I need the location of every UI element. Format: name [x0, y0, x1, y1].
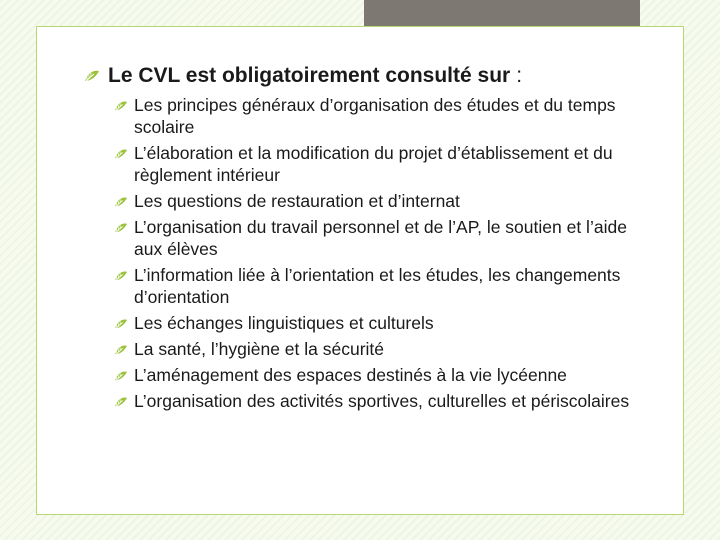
heading-colon: :	[516, 64, 523, 87]
leaf-bullet-icon	[84, 69, 100, 83]
list-item-text: L’information liée à l’orientation et les études, les changements d’orientation	[134, 265, 621, 307]
leaf-bullet-icon	[114, 196, 128, 208]
leaf-bullet-icon	[114, 270, 128, 282]
list-item	[114, 312, 644, 334]
leaf-bullet-icon	[114, 222, 128, 234]
list-item-text: La santé, l’hygiène et la sécurité	[134, 339, 385, 359]
list-item	[114, 216, 644, 260]
list-item	[114, 142, 644, 186]
list-item	[114, 338, 644, 360]
list-item	[114, 264, 644, 308]
list-item	[114, 190, 644, 212]
heading-title: Le CVL est obligatoirement consulté sur	[108, 64, 511, 87]
list-item-text: L’organisation des activités sportives, culturelles et périscolaires	[134, 391, 630, 411]
list-item-text: L’élaboration et la modification du projet d’établissement et du règlement intérieur	[134, 143, 613, 185]
list-item	[114, 390, 644, 412]
list-item-text: Les principes généraux d’organisation des études et du temps scolaire	[134, 95, 616, 137]
sub-bullet-list	[84, 94, 644, 412]
leaf-bullet-icon	[114, 396, 128, 408]
list-item-text: Les questions de restauration et d’internat	[134, 191, 460, 211]
leaf-bullet-icon	[114, 344, 128, 356]
list-item-text: L’aménagement des espaces destinés à la vie lycéenne	[134, 365, 567, 385]
leaf-bullet-icon	[114, 370, 128, 382]
list-item	[114, 364, 644, 386]
list-item-text: Les échanges linguistiques et culturels	[134, 313, 434, 333]
list-item-text: L’organisation du travail personnel et de l’AP, le soutien et l’aide aux élèves	[134, 217, 627, 259]
list-item	[114, 94, 644, 138]
slide-content	[84, 64, 644, 416]
leaf-bullet-icon	[114, 148, 128, 160]
leaf-bullet-icon	[114, 318, 128, 330]
main-bullet	[84, 64, 644, 88]
leaf-bullet-icon	[114, 100, 128, 112]
